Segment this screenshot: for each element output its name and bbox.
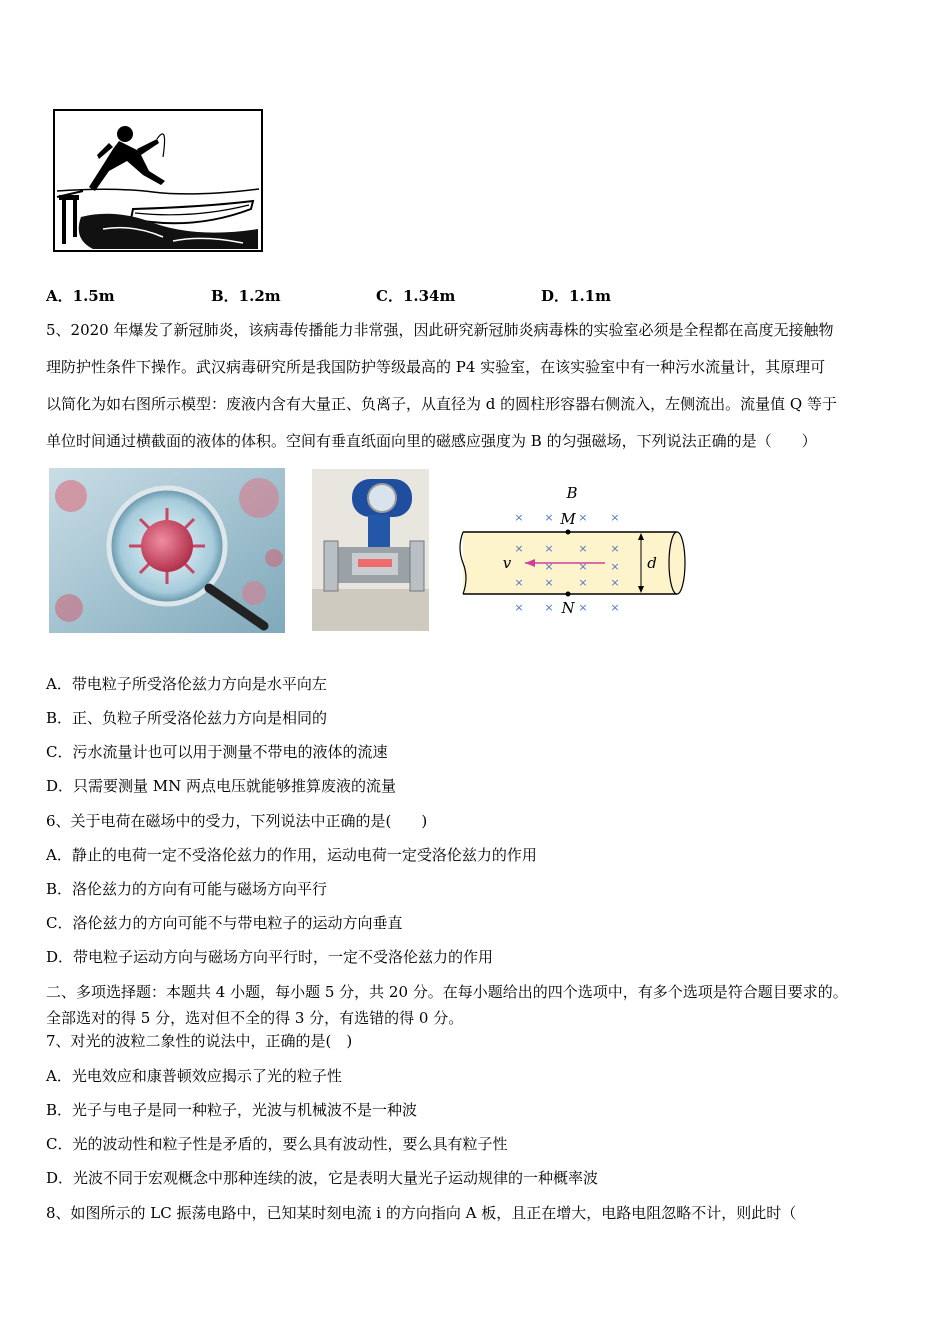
svg-text:×: × xyxy=(578,601,588,614)
q6-option-a[interactable]: A．静止的电荷一定不受洛伦兹力的作用，运动电荷一定受洛伦兹力的作用 xyxy=(46,846,537,864)
q7-option-d[interactable]: D．光波不同于宏观概念中那种连续的波，它是表明大量光子运动规律的一种概率波 xyxy=(46,1169,599,1187)
q7-stem: 7、对光的波粒二象性的说法中，正确的是( ) xyxy=(46,1032,353,1050)
q5-option-c[interactable]: C．污水流量计也可以用于测量不带电的液体的流速 xyxy=(46,743,388,761)
diagram-label-v: v xyxy=(502,554,512,572)
q4-option-c[interactable]: C．1.34m xyxy=(376,287,456,305)
q5-option-b[interactable]: B．正、负粒子所受洛伦兹力方向是相同的 xyxy=(46,709,328,727)
svg-text:×: × xyxy=(514,511,524,524)
q6-option-d[interactable]: D．带电粒子运动方向与磁场方向平行时，一定不受洛伦兹力的作用 xyxy=(46,948,494,966)
svg-text:×: × xyxy=(544,601,554,614)
q4-option-d[interactable]: D．1.1m xyxy=(541,287,611,305)
diagram-label-d: d xyxy=(647,554,657,572)
q6-option-c[interactable]: C．洛伦兹力的方向可能不与带电粒子的运动方向垂直 xyxy=(46,914,403,932)
q5-option-a[interactable]: A．带电粒子所受洛伦兹力方向是水平向左 xyxy=(46,675,327,693)
svg-text:×: × xyxy=(578,542,588,555)
svg-text:×: × xyxy=(544,511,554,524)
svg-text:×: × xyxy=(610,601,620,614)
svg-text:×: × xyxy=(578,576,588,589)
q4-option-b[interactable]: B．1.2m xyxy=(211,287,281,305)
svg-text:×: × xyxy=(578,560,588,573)
q7-option-a[interactable]: A．光电效应和康普顿效应揭示了光的粒子性 xyxy=(46,1067,342,1085)
q5-stem-line-2: 理防护性条件下操作。武汉病毒研究所是我国防护等级最高的 P4 实验室，在该实验室中有一种污水流量计，其原理可 xyxy=(46,358,826,376)
q8-stem: 8、如图所示的 LC 振荡电路中，已知某时刻电流 i 的方向指向 A 板，且正在增大，电路电阻忽略不计，则此时（ xyxy=(46,1204,797,1222)
q6-option-b[interactable]: B．洛伦兹力的方向有可能与磁场方向平行 xyxy=(46,880,328,898)
svg-text:×: × xyxy=(514,601,524,614)
q6-stem: 6、关于电荷在磁场中的受力，下列说法中正确的是( ) xyxy=(46,812,428,830)
q5-stem-line-1: 5、2020 年爆发了新冠肺炎，该病毒传播能力非常强，因此研究新冠肺炎病毒株的实验室必须是全程都在高度无接触物 xyxy=(46,321,834,339)
q7-option-c[interactable]: C．光的波动性和粒子性是矛盾的，要么具有波动性，要么具有粒子性 xyxy=(46,1135,508,1153)
diagram-label-n: N xyxy=(561,599,575,617)
q7-option-b[interactable]: B．光子与电子是同一种粒子，光波与机械波不是一种波 xyxy=(46,1101,418,1119)
q5-stem-line-3: 以简化为如右图所示模型：废液内含有大量正、负离子，从直径为 d 的圆柱形容器右侧流入，左侧流出。流量值 Q 等于 xyxy=(46,395,837,413)
svg-text:×: × xyxy=(514,542,524,555)
q4-options xyxy=(46,286,906,306)
flowmeter-photo xyxy=(312,469,429,631)
svg-text:×: × xyxy=(544,542,554,555)
svg-text:×: × xyxy=(610,576,620,589)
boat-jump-illustration xyxy=(53,109,263,252)
svg-text:×: × xyxy=(610,511,620,524)
svg-text:×: × xyxy=(544,576,554,589)
q4-option-a[interactable]: A．1.5m xyxy=(46,287,115,305)
q5-stem-line-4: 单位时间通过横截面的液体的体积。空间有垂直纸面向里的磁感应强度为 B 的匀强磁场，下列说法正确的是（ ） xyxy=(46,432,817,450)
section2-heading-line-2: 全部选对的得 5 分，选对但不全的得 3 分，有选错的得 0 分。 xyxy=(46,1009,464,1027)
svg-text:×: × xyxy=(610,560,620,573)
virus-magnifier-image xyxy=(49,468,285,633)
diagram-label-b: B xyxy=(566,484,578,502)
svg-text:×: × xyxy=(610,542,620,555)
svg-text:×: × xyxy=(514,576,524,589)
section2-heading-line-1: 二、多项选择题：本题共 4 小题，每小题 5 分，共 20 分。在每小题给出的四个选项中，有多个选项是符合题目要求的。 xyxy=(46,983,848,1001)
q5-option-d[interactable]: D．只需要测量 MN 两点电压就能够推算废液的流量 xyxy=(46,777,397,795)
svg-text:×: × xyxy=(578,511,588,524)
magnetic-field-pipe-diagram xyxy=(455,480,695,620)
svg-text:×: × xyxy=(544,560,554,573)
diagram-label-m: M xyxy=(560,510,576,528)
